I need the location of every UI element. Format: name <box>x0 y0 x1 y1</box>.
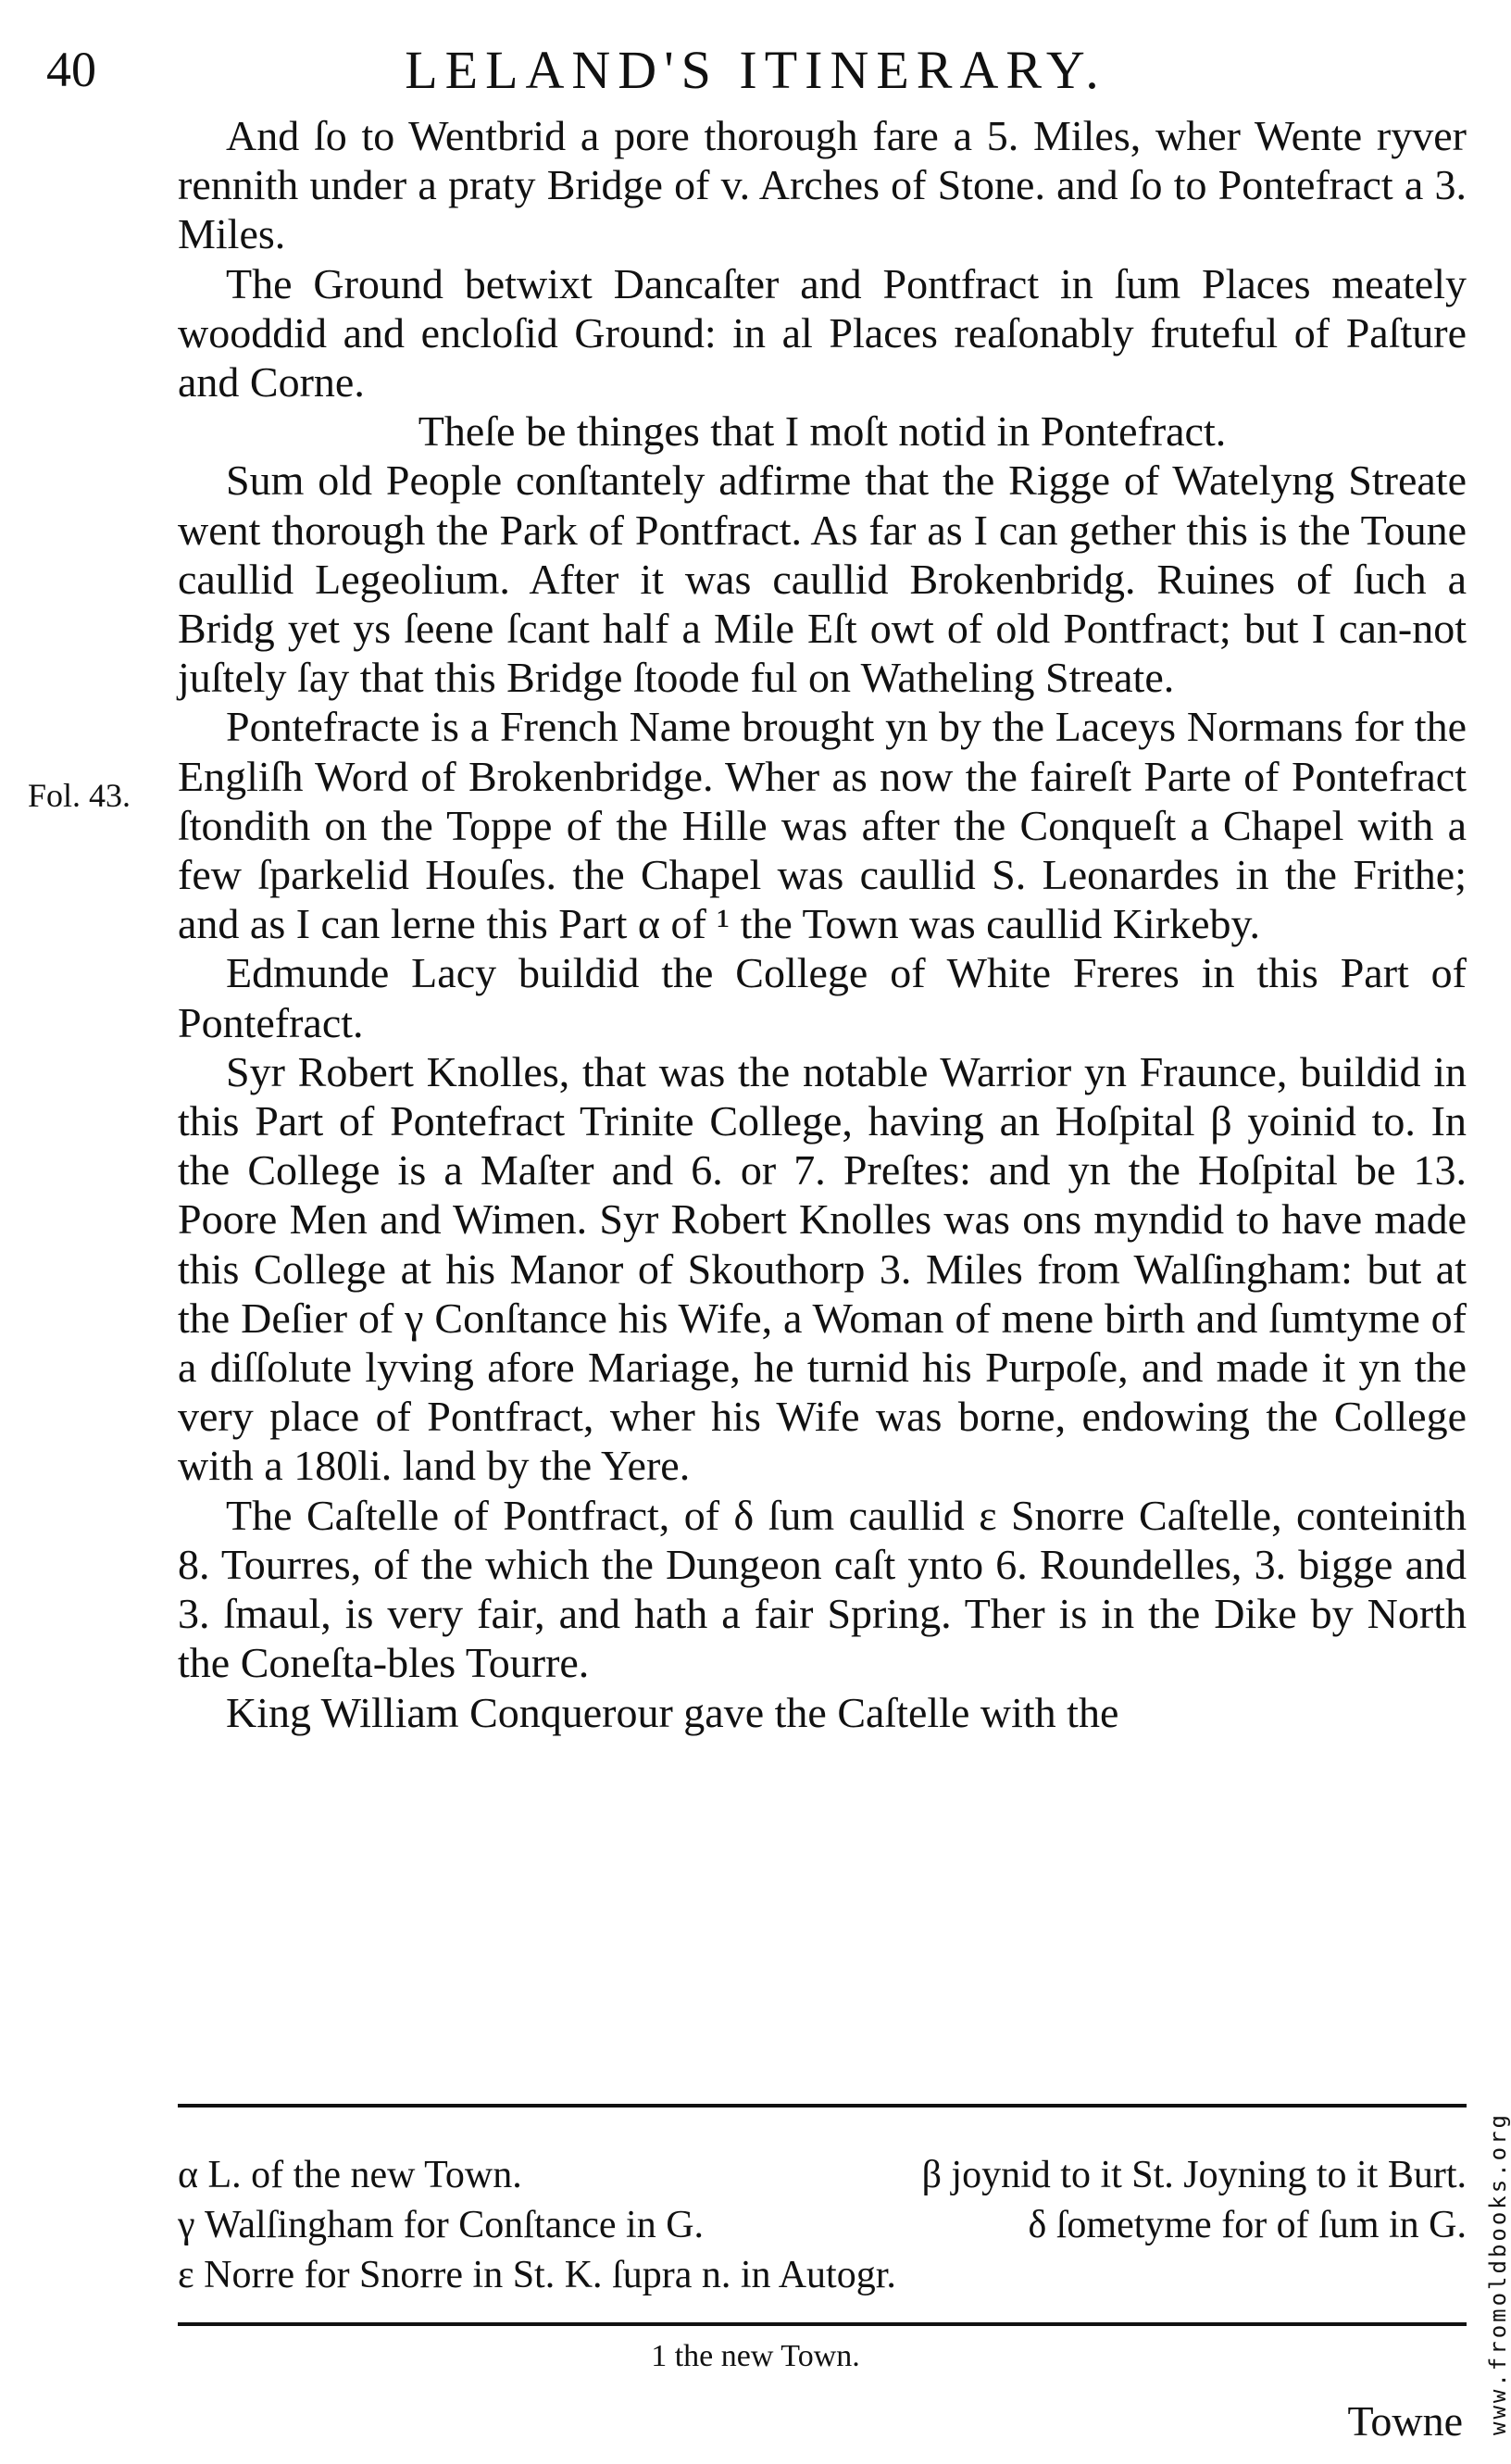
footnote-rule-top <box>178 2104 1467 2108</box>
margin-folio-note: Fol. 43. <box>28 777 131 814</box>
paragraph: And ſo to Wentbrid a pore thorough fare a 5. Miles, wher Wente ryver rennith under a praty Bridge of v. Arches of Stone. and ſo to Pontefract a 3. Miles. <box>178 112 1467 258</box>
catchword: Towne <box>1347 2397 1463 2445</box>
footnote-rule-bottom <box>178 2322 1467 2326</box>
footnote-line <box>178 2150 1467 2200</box>
section-heading: Theſe be thinges that I moſt notid in Pontefract. <box>418 407 1227 456</box>
main-text <box>178 111 1467 1737</box>
paragraph: Edmunde Lacy buildid the College of White Freres in this Part of Pontefract. <box>178 949 1467 1046</box>
footnote: δ ſometyme for of ſum in G. <box>1028 2204 1467 2246</box>
paragraph: Pontefracte is a French Name brought yn by the Laceys Normans for the Engliſh Word of Brokenbridge. Wher as now the faireſt Parte of Pontefract ſtondith on the Toppe of the Hille was after the Conqueſt a Chapel with a few ſparkelid Houſes. the Chapel was caullid S. Leonardes in the Frithe; and as I can lerne this Part α of ¹ the Town was caullid Kirkeby. <box>178 703 1467 948</box>
footnote-line <box>178 2250 1467 2300</box>
page-number: 40 <box>46 42 96 97</box>
original-note: 1 the new Town. <box>651 2339 860 2373</box>
paragraph: The Caſtelle of Pontfract, of δ ſum caullid ε Snorre Caſtelle, conteinith 8. Tourres, of the which the Dungeon caſt ynto 6. Roundelles, 3. bigge and 3. ſmaul, is very fair, and hath a fair Spring. Ther is in the Dike by North the Coneſta-bles Tourre. <box>178 1491 1467 1687</box>
footnote: ε Norre for Snorre in St. K. ſupra n. in Autogr. <box>178 2254 896 2296</box>
footnote: α L. of the new Town. <box>178 2154 522 2196</box>
paragraph: King William Conquerour gave the Caſtelle with the <box>226 1688 1119 1736</box>
footnotes <box>178 2150 1467 2300</box>
paragraph: The Ground betwixt Dancaſter and Pontfract in ſum Places meately wooddid and encloſid Ground: in al Places reaſonably fruteful of Paſture and Corne. <box>178 259 1467 406</box>
side-credit: www.fromoldbooks.org <box>1485 2112 1511 2435</box>
running-title: LELAND'S ITINERARY. <box>405 40 1106 100</box>
footnote: γ Walſingham for Conſtance in G. <box>178 2204 705 2246</box>
footnote-line <box>178 2200 1467 2250</box>
paragraph: Syr Robert Knolles, that was the notable Warrior yn Fraunce, buildid in this Part of Pontefract Trinite College, having an Hoſpital β yoinid to. In the College is a Maſter and 6. or 7. Preſtes: and yn the Hoſpital be 13. Poore Men and Wimen. Syr Robert Knolles was ons myndid to have made this College at his Manor of Skouthorp 3. Miles from Walſingham: but at the Deſier of γ Conſtance his Wife, a Woman of mene birth and ſumtyme of a diſſolute lyving afore Mariage, he turnid his Purpoſe, and made it yn the very place of Pontfract, wher his Wife was borne, endowing the College with a 180li. land by the Yere. <box>178 1047 1467 1490</box>
footnote: β joynid to it St. Joyning to it Burt. <box>921 2154 1467 2196</box>
paragraph: Sum old People conſtantely adfirme that the Rigge of Watelyng Streate went thorough the Park of Pontfract. As far as I can gether this is the Toune caullid Legeolium. After it was caullid Brokenbridg. Ruines of ſuch a Bridg yet ys ſeene ſcant half a Mile Eſt owt of old Pontfract; but I can-not juſtely ſay that this Bridge ſtoode ful on Watheling Streate. <box>178 457 1467 702</box>
